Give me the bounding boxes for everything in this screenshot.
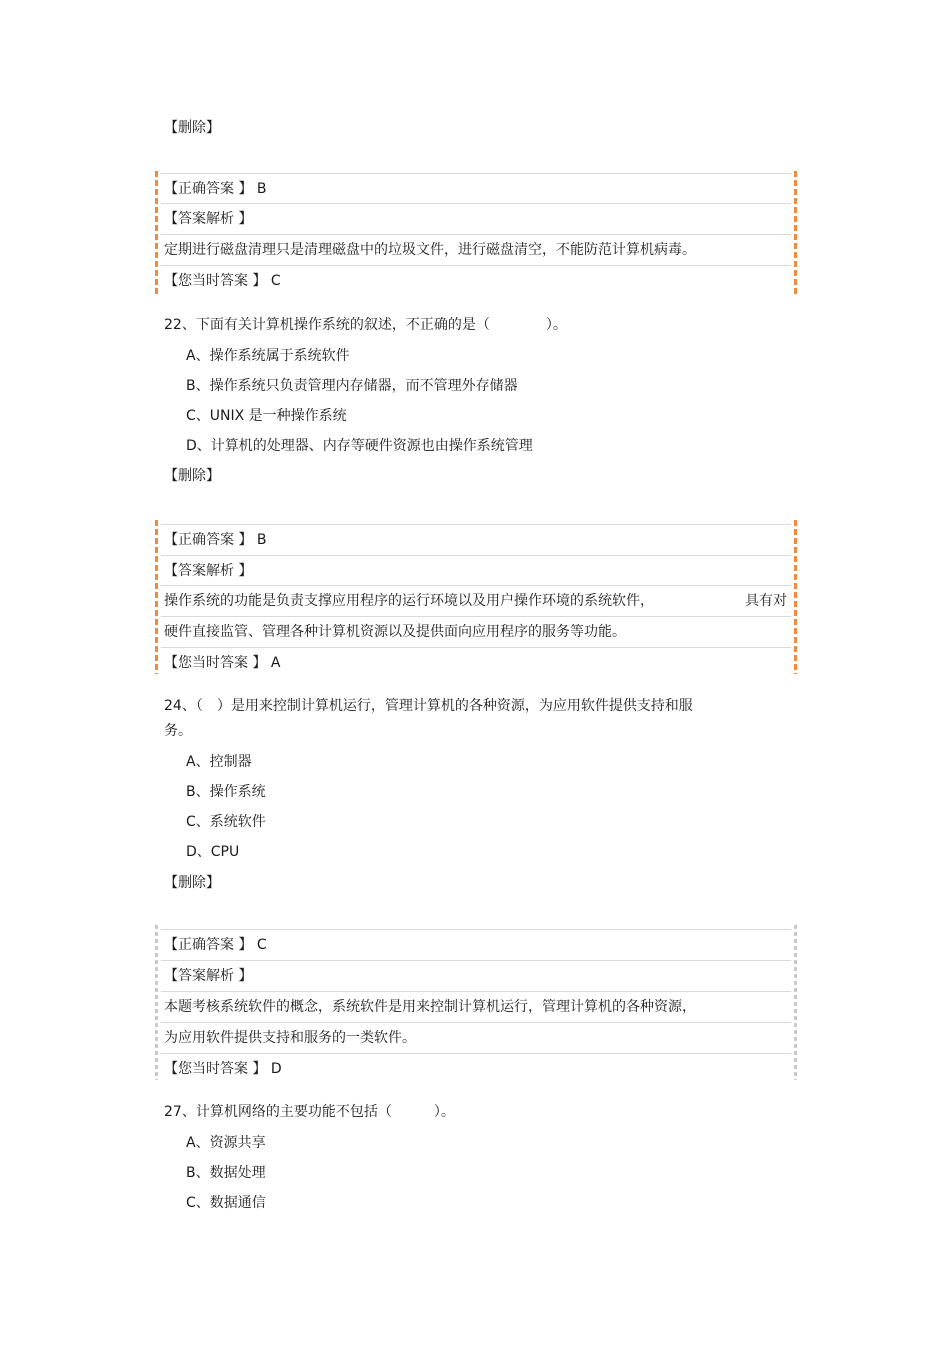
delete-link[interactable]: 【删除】 (164, 120, 220, 136)
option-a[interactable]: A、控制器 (186, 754, 252, 770)
delete-link[interactable]: 【删除】 (164, 468, 220, 484)
option-b[interactable]: B、操作系统 (186, 784, 266, 800)
box-border-right (794, 171, 797, 294)
analysis-label: 【答案解析 】 (161, 960, 791, 991)
your-answer: 【您当时答案 】 D (161, 1053, 791, 1084)
analysis-text: 定期进行磁盘清理只是清理磁盘中的垃圾文件，进行磁盘清空，不能防范计算机病毒。 (161, 234, 791, 265)
analysis-text-line2: 为应用软件提供支持和服务的一类软件。 (161, 1022, 791, 1053)
answer-box (155, 925, 797, 1080)
option-b[interactable]: B、操作系统只负责管理内存储器，而不管理外存储器 (186, 378, 518, 394)
box-border-left (155, 925, 158, 1080)
your-answer: 【您当时答案 】 C (161, 265, 791, 296)
option-c[interactable]: C、系统软件 (186, 814, 266, 830)
correct-answer: 【正确答案 】 C (161, 929, 791, 960)
box-border-left (155, 520, 158, 674)
option-c[interactable]: C、UNIX 是一种操作系统 (186, 408, 347, 424)
box-border-right (794, 925, 797, 1080)
question-stem: 24、（ ）是用来控制计算机运行，管理计算机的各种资源，为应用软件提供支持和服 (164, 698, 693, 714)
box-border-left (155, 171, 158, 294)
delete-link[interactable]: 【删除】 (164, 875, 220, 891)
analysis-text-tail: 具有对 (745, 593, 787, 609)
option-a[interactable]: A、操作系统属于系统软件 (186, 348, 350, 364)
your-answer: 【您当时答案 】 A (161, 647, 791, 678)
question-stem-cont: 务。 (164, 723, 192, 739)
analysis-text-line2: 硬件直接监管、管理各种计算机资源以及提供面向应用程序的服务等功能。 (161, 616, 791, 647)
analysis-text-line1 (161, 585, 791, 616)
analysis-label: 【答案解析 】 (161, 555, 791, 586)
option-a[interactable]: A、资源共享 (186, 1135, 266, 1151)
option-c[interactable]: C、数据通信 (186, 1195, 266, 1211)
analysis-label: 【答案解析 】 (161, 203, 791, 234)
correct-answer: 【正确答案 】 B (161, 173, 791, 204)
answer-box (155, 520, 797, 674)
box-border-right (794, 520, 797, 674)
question-stem: 27、计算机网络的主要功能不包括（ ）。 (164, 1104, 455, 1120)
question-stem: 22、下面有关计算机操作系统的叙述，不正确的是（ ）。 (164, 317, 567, 333)
option-b[interactable]: B、数据处理 (186, 1165, 266, 1181)
answer-box (155, 171, 797, 294)
correct-answer: 【正确答案 】 B (161, 524, 791, 555)
analysis-text-line1: 本题考核系统软件的概念，系统软件是用来控制计算机运行，管理计算机的各种资源， (161, 991, 791, 1022)
option-d[interactable]: D、CPU (186, 844, 240, 860)
analysis-text: 操作系统的功能是负责支撑应用程序的运行环境以及用户操作环境的系统软件， (164, 593, 654, 609)
option-d[interactable]: D、计算机的处理器、内存等硬件资源也由操作系统管理 (186, 438, 533, 454)
